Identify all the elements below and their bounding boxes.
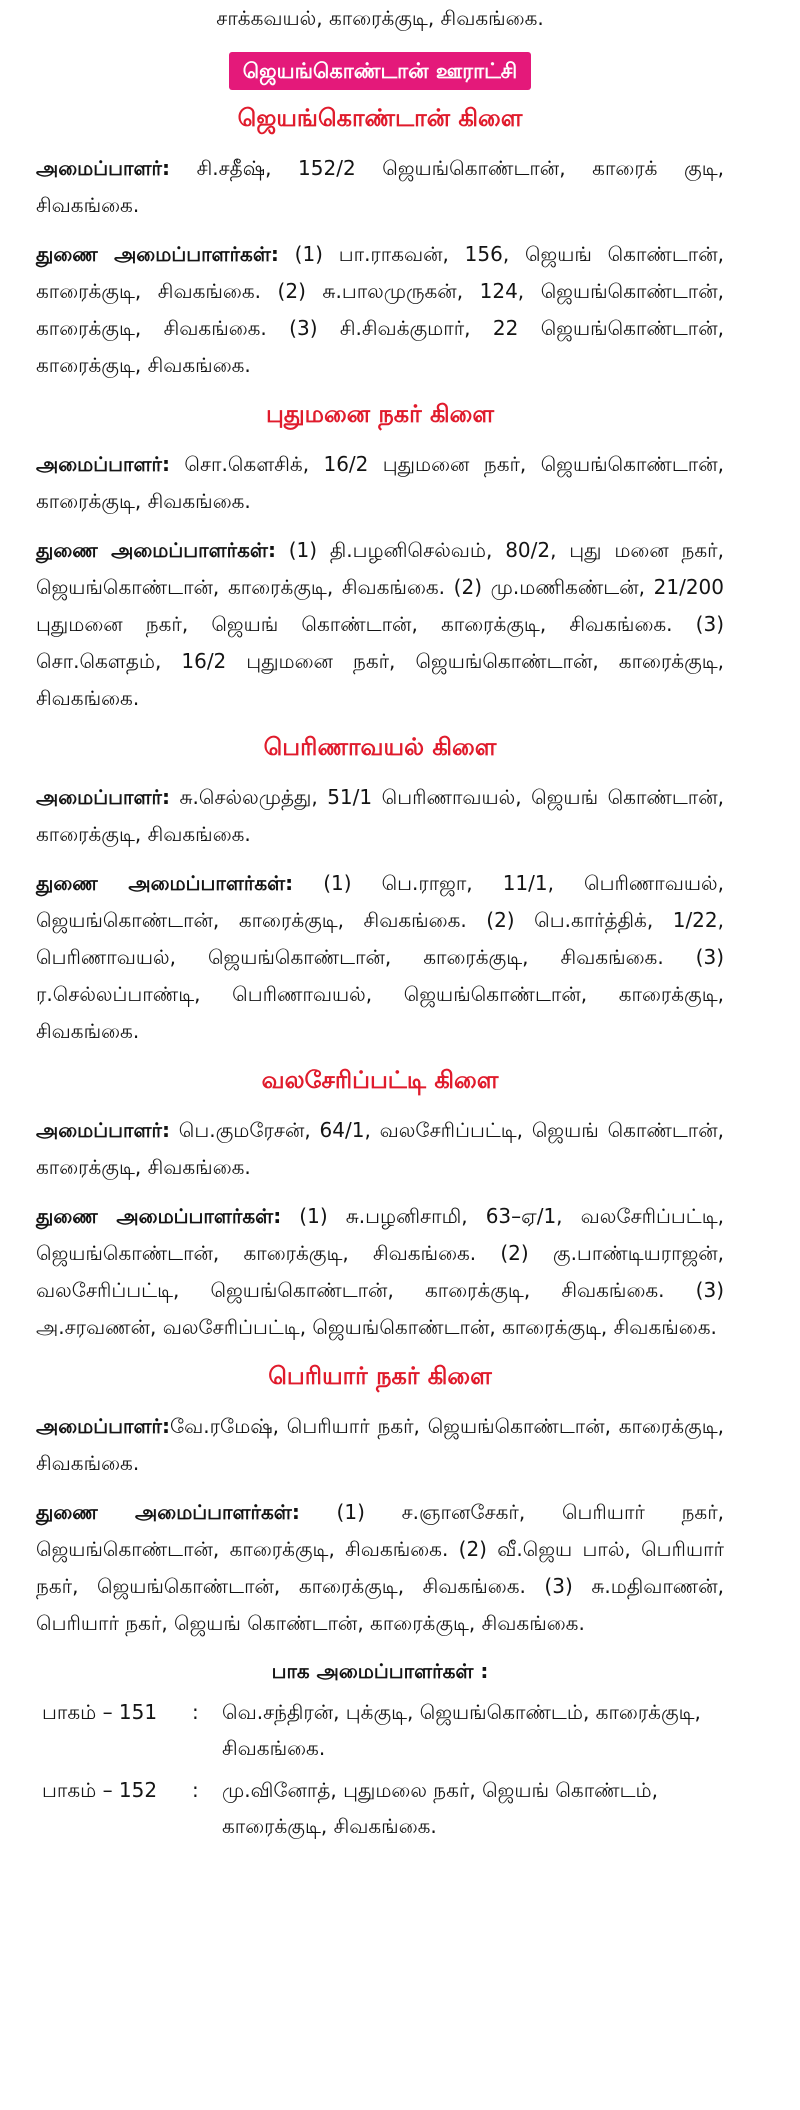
organizer-label: அமைப்பாளர்: bbox=[36, 785, 170, 809]
booth-row bbox=[36, 1694, 724, 1766]
deputies-label: துணை அமைப்பாளர்கள்: bbox=[36, 242, 279, 266]
branch-title: ஜெயங்கொண்டான் கிளை bbox=[237, 104, 523, 132]
organizer-entry bbox=[36, 779, 724, 853]
deputies-label: துணை அமைப்பாளர்கள்: bbox=[36, 871, 294, 895]
deputies-entry bbox=[36, 1198, 724, 1346]
deputies-label: துணை அமைப்பாளர்கள்: bbox=[36, 1500, 300, 1524]
deputies-entry bbox=[36, 532, 724, 717]
organizer-text: பெ.குமரேசன், 64/1, வலசேரிப்பட்டி, ஜெயங் கொண்டான், காரைக்குடி, சிவகங்கை. bbox=[36, 1118, 724, 1179]
booth-organizer-text: மு.வினோத், புதுமலை நகர், ஜெயங் கொண்டம், காரைக்குடி, சிவகங்கை. bbox=[222, 1778, 658, 1838]
deputies-entry bbox=[36, 236, 724, 384]
organizer-entry bbox=[36, 446, 724, 520]
organizer-label: அமைப்பாளர்: bbox=[36, 1118, 170, 1142]
deputies-text: (1) தி.பழனிசெல்வம், 80/2, புது மனை நகர், ஜெயங்கொண்டான், காரைக்குடி, சிவகங்கை. (2) மு.மணிகண்டன், 21/200 புதுமனை நகர், ஜெயங் கொண்டான், காரைக்குடி, சிவகங்கை. (3) சொ.கௌதம், 16/2 புதுமனை நகர், ஜெயங்கொண்டான், காரைக்குடி, சிவகங்கை. bbox=[36, 538, 724, 710]
organizer-label: அமைப்பாளர்: bbox=[36, 452, 170, 476]
area-banner: ஜெயங்கொண்டான் ஊராட்சி bbox=[229, 52, 532, 90]
branch-section bbox=[36, 1062, 724, 1346]
deputies-text: (1) பெ.ராஜா, 11/1, பெரிணாவயல், ஜெயங்கொண்டான், காரைக்குடி, சிவகங்கை. (2) பெ.கார்த்திக், 1/22, பெரிணாவயல், ஜெயங்கொண்டான், காரைக்குடி, சிவகங்கை. (3) ர.செல்லப்பாண்டி, பெரிணாவயல், ஜெயங்கொண்டான், காரைக்குடி, சிவகங்கை. bbox=[36, 871, 725, 1043]
organizer-entry bbox=[36, 1112, 724, 1186]
organizer-label: அமைப்பாளர்: bbox=[36, 156, 170, 180]
booth-number: பாகம் – 151 bbox=[42, 1700, 158, 1724]
organizer-text: வே.ரமேஷ், பெரியார் நகர், ஜெயங்கொண்டான், காரைக்குடி, சிவகங்கை. bbox=[36, 1414, 724, 1475]
organizer-label: அமைப்பாளர்: bbox=[36, 1414, 170, 1438]
deputies-text: (1) பா.ராகவன், 156, ஜெயங் கொண்டான், காரைக்குடி, சிவகங்கை. (2) சு.பாலமுருகன், 124, ஜெயங்கொண்டான், காரைக்குடி, சிவகங்கை. (3) சி.சிவக்குமார், 22 ஜெயங்கொண்டான், காரைக்குடி, சிவகங்கை. bbox=[36, 242, 724, 377]
organizer-entry bbox=[36, 150, 724, 224]
organizer-text: சி.சதீஷ், 152/2 ஜெயங்கொண்டான், காரைக் குடி, சிவகங்கை. bbox=[36, 156, 724, 217]
booth-number: பாகம் – 152 bbox=[42, 1778, 158, 1802]
branch-title: புதுமனை நகர் கிளை bbox=[266, 400, 494, 428]
booth-organizer-text: வெ.சந்திரன், புக்குடி, ஜெயங்கொண்டம், காரைக்குடி, சிவகங்கை. bbox=[222, 1700, 701, 1760]
branch-section bbox=[36, 729, 724, 1050]
deputies-entry bbox=[36, 1494, 724, 1642]
branch-section bbox=[36, 1358, 724, 1642]
deputies-label: துணை அமைப்பாளர்கள்: bbox=[36, 538, 276, 562]
organizer-text: சு.செல்லமுத்து, 51/1 பெரிணாவயல், ஜெயங் கொண்டான், காரைக்குடி, சிவகங்கை. bbox=[36, 785, 724, 846]
branch-title: பெரிணாவயல் கிளை bbox=[263, 733, 497, 761]
deputies-label: துணை அமைப்பாளர்கள்: bbox=[36, 1204, 282, 1228]
branch-title: பெரியார் நகர் கிளை bbox=[268, 1362, 492, 1390]
area-banner-row bbox=[36, 52, 724, 90]
branch-section bbox=[36, 100, 724, 384]
organizer-entry bbox=[36, 1408, 724, 1482]
booth-heading: பாக அமைப்பாளர்கள் : bbox=[271, 1659, 489, 1683]
booth-separator: : bbox=[192, 1778, 199, 1802]
booth-organizers-section bbox=[36, 1654, 724, 1844]
branch-title: வலசேரிப்பட்டி கிளை bbox=[261, 1066, 499, 1094]
deputies-entry bbox=[36, 865, 724, 1050]
branch-section bbox=[36, 396, 724, 717]
deputies-text: (1) சு.பழனிசாமி, 63–ஏ/1, வலசேரிப்பட்டி, ஜெயங்கொண்டான், காரைக்குடி, சிவகங்கை. (2) கு.பாண்டியராஜன், வலசேரிப்பட்டி, ஜெயங்கொண்டான், காரைக்குடி, சிவகங்கை. (3) அ.சரவணன், வலசேரிப்பட்டி, ஜெயங்கொண்டான், காரைக்குடி, சிவகங்கை. bbox=[36, 1204, 724, 1339]
top-address-line: சாக்கவயல், காரைக்குடி, சிவகங்கை. bbox=[216, 6, 544, 30]
organizer-text: சொ.கௌசிக், 16/2 புதுமனை நகர், ஜெயங்கொண்டான், காரைக்குடி, சிவகங்கை. bbox=[36, 452, 724, 513]
deputies-text: (1) ச.ஞானசேகர், பெரியார் நகர், ஜெயங்கொண்டான், காரைக்குடி, சிவகங்கை. (2) வீ.ஜெய பால், பெரியார் நகர், ஜெயங்கொண்டான், காரைக்குடி, சிவகங்கை. (3) சு.மதிவாணன், பெரியார் நகர், ஜெயங் கொண்டான், காரைக்குடி, சிவகங்கை. bbox=[36, 1500, 724, 1635]
booth-separator: : bbox=[192, 1700, 199, 1724]
booth-row bbox=[36, 1772, 724, 1844]
